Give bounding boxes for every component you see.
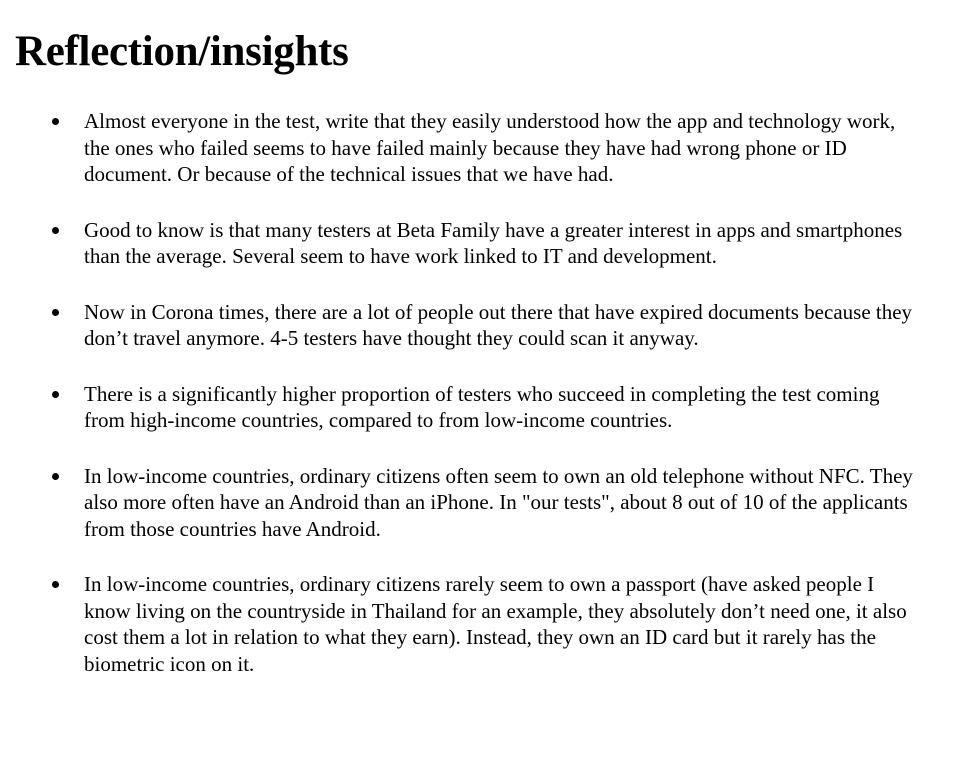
list-item — [0, 217, 957, 270]
list-item — [0, 108, 957, 188]
list-item — [0, 381, 957, 434]
bullet-icon — [52, 391, 59, 398]
bullet-icon — [52, 227, 59, 234]
list-item-text: In low-income countries, ordinary citizens rarely seem to own a passport (have asked people I know living on the countryside in Thailand for an example, they absolutely don’t need one, it also cost them a lot in relation to what they earn). Instead, they own an ID card but it rarely has the biometric icon on it. — [84, 572, 907, 676]
list-item-text: Now in Corona times, there are a lot of people out there that have expired documents because they don’t travel anymore. 4-5 testers have thought they could scan it anyway. — [84, 299, 913, 350]
list-item-text: Almost everyone in the test, write that they easily understood how the app and technology work, the ones who failed seems to have failed mainly because they have had wrong phone or ID document. Or because of the technical issues that we have had. — [84, 109, 896, 186]
list-item-text: There is a significantly higher proportion of testers who succeed in completing the test coming from high-income countries, compared to from low-income countries. — [84, 381, 880, 432]
page-title: Reflection/insights — [15, 28, 349, 75]
list-item — [0, 299, 957, 352]
bullet-icon — [52, 309, 59, 316]
list-item-text: In low-income countries, ordinary citizens often seem to own an old telephone without NFC. They also more often have an Android than an iPhone. In "our tests", about 8 out of 10 of the applicants from those countries have Android. — [84, 463, 913, 541]
list-item — [0, 571, 957, 677]
list-item — [0, 463, 957, 543]
insights-list — [0, 108, 957, 706]
bullet-icon — [52, 581, 59, 588]
list-item-text: Good to know is that many testers at Beta Family have a greater interest in apps and smartphones than the average. Several seem to have work linked to IT and development. — [84, 217, 903, 268]
bullet-icon — [52, 118, 59, 125]
bullet-icon — [52, 473, 59, 480]
